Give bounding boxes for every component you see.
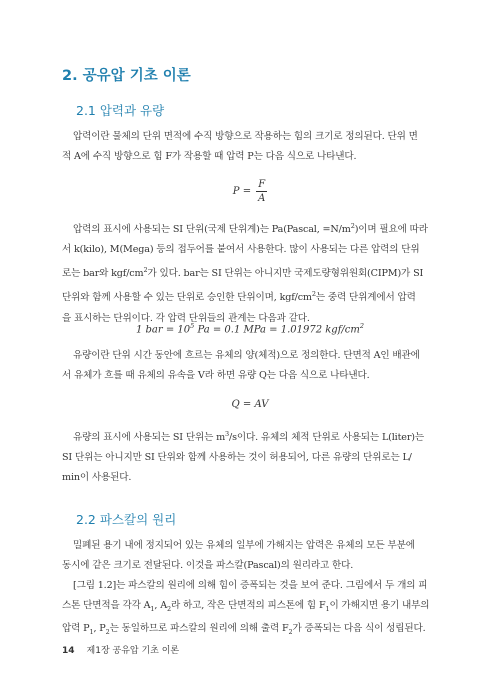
text-line: 스톤 단면적을 각각 $A_1$, $A_2$라 하고, 작은 단면적의 피스톤에 힘 $F_1$이 가해지면 용기 내부의 [62, 600, 430, 613]
text-line: 압력의 표시에 사용되는 SI 단위(국제 단위계)는 Pa(Pascal, $=N/m^2$)이며 필요에 따라 [73, 222, 428, 236]
equation-lhs: P = [232, 186, 252, 197]
text-line: 로는 bar와 kgf/$cm^2$가 있다. bar는 SI 단위는 아니지만 국제도량형위원회(CIPM)가 SI [62, 266, 424, 280]
page-footer [62, 643, 179, 656]
fraction-denominator: A [258, 193, 266, 204]
page-number: 14 [62, 646, 75, 656]
text-line: 동시에 같은 크기로 전달된다. 이것을 파스칼(Pascal)의 원리라고 한다. [62, 560, 354, 571]
text-line: 서 유체가 흐를 때 유체의 유속을 V라 하면 유량 Q는 다음 식으로 나타낸다. [62, 370, 370, 381]
text-line: 유량의 표시에 사용되는 SI 단위는 $m^3/s$이다. 유체의 체적 단위로 사용되는 L(liter)는 [73, 430, 424, 444]
text-line: [그림 1.2]는 파스칼의 원리에 의해 힘이 증폭되는 것을 보여 준다. 그림에서 두 개의 피 [73, 580, 428, 591]
text-line: 유량이란 단위 시간 동안에 흐르는 유체의 양(체적)으로 정의한다. 단면적 A인 배관에 [73, 350, 420, 361]
section-title-pascal: 2.2 파스칼의 원리 [76, 512, 177, 527]
text-line: 밀폐된 용기 내에 정지되어 있는 유체의 일부에 가해지는 압력은 유체의 모든 부분에 [73, 540, 415, 551]
text-line: min이 사용된다. [62, 472, 132, 484]
fraction [256, 178, 267, 205]
text-line: 을 표시하는 단위이다. 각 압력 단위들의 관계는 다음과 같다. [62, 312, 310, 324]
fraction-numerator: F [258, 179, 266, 190]
section-title-pressure-flow: 2.1 압력과 유량 [76, 103, 165, 118]
chapter-heading: 2. 공유압 기초 이론 [62, 68, 191, 84]
text-line: 압력이란 물체의 단위 면적에 수직 방향으로 작용하는 힘의 크기로 정의된다. 단위 면 [73, 131, 418, 142]
equation-pressure [62, 178, 438, 205]
text-line: 압력 $P_1$, $P_2$는 동일하므로 파스칼의 원리에 의해 출력 $F_2$가 증폭되는 다음 식이 성립된다. [62, 622, 426, 636]
running-footer-chapter: 제1장 공유압 기초 이론 [86, 646, 180, 656]
text-line: 서 k(kilo), M(Mega) 등의 접두어를 붙여서 사용한다. 많이 사용되는 다른 압력의 단위 [62, 244, 420, 256]
paragraph-pascal-principle [62, 536, 438, 642]
equation-flow: Q = AV [231, 399, 269, 410]
text-line: 적 A에 수직 방향으로 힘 F가 작용할 때 압력 P는 다음 식으로 나타낸다. [62, 151, 357, 162]
text-line: 단위와 함께 사용할 수 있는 단위로 승인한 단위이며, kgf/$cm^2$는 중력 단위계에서 압력 [62, 290, 416, 304]
equation-pressure-units: 1 bar = $10^5$ Pa = 0.1 MPa = 1.01972 kgf/$cm^2$ [135, 322, 365, 336]
text-line: SI 단위는 아니지만 SI 단위와 함께 사용하는 것이 허용되어, 다른 유량의 단위로는 L/ [62, 452, 412, 464]
paragraph-flow-units [62, 424, 438, 488]
paragraph-pressure-definition [62, 127, 438, 167]
paragraph-pressure-units [62, 216, 438, 329]
paragraph-flow-definition [62, 346, 438, 386]
